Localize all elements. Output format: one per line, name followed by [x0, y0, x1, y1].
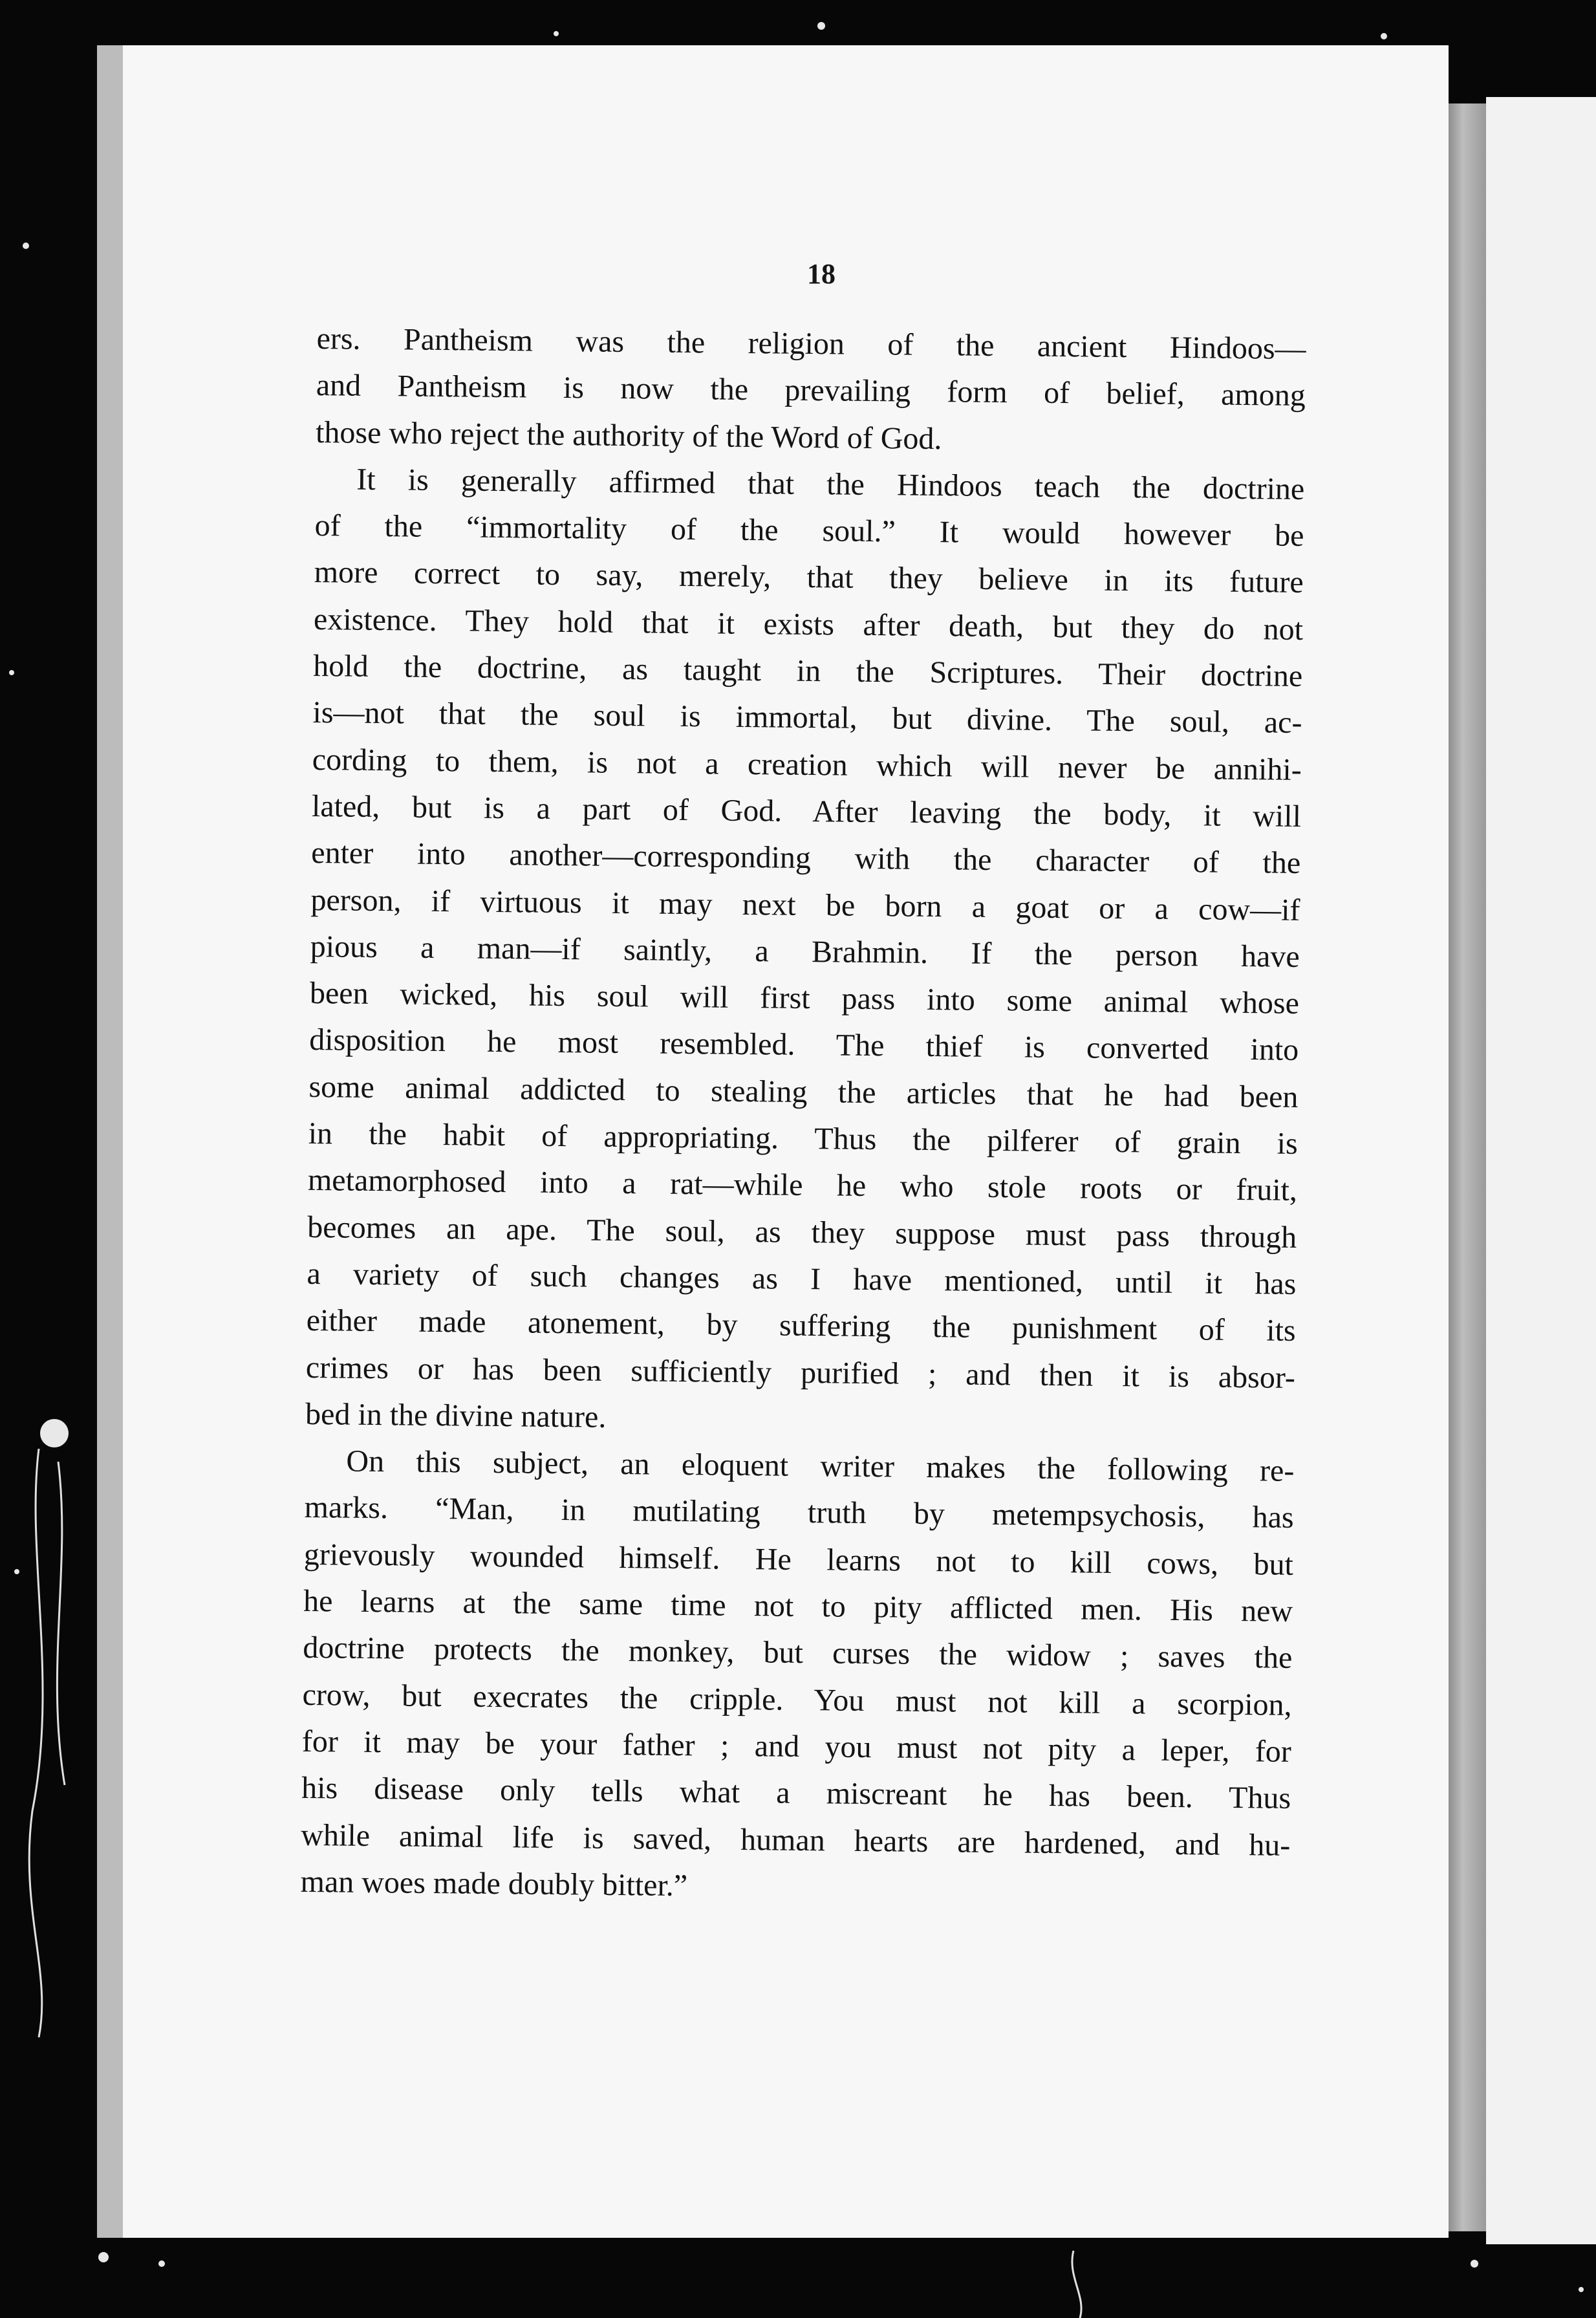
text-line: is—not that the soul is immortal, but divine. The soul, ac-: [312, 695, 1302, 741]
text-line: On this subject, an eloquent writer makes the following re-: [346, 1444, 1295, 1489]
text-line: either made atonement, by suffering the punishment of its: [306, 1303, 1296, 1349]
body-text: [300, 316, 1306, 1916]
page-gutter-shadow: [1447, 103, 1486, 2231]
text-line: crimes or has been sufficiently purified ; and then it is absor-: [305, 1350, 1296, 1395]
text-line: metamorphosed into a rat—while he who stole roots or fruit,: [307, 1163, 1298, 1208]
text-line: man woes made doubly bitter.”: [300, 1864, 688, 1903]
text-line: existence. They hold that it exists after death, but they do not: [313, 601, 1304, 647]
text-line: for it may be your father ; and you must not pity a leper, for: [301, 1724, 1292, 1769]
text-line: been wicked, his soul will first pass into some animal whose: [309, 976, 1300, 1021]
text-line: he learns at the same time not to pity afflicted men. His new: [303, 1583, 1293, 1629]
text-line: some animal addicted to stealing the articles that he had been: [308, 1069, 1299, 1114]
text-line: of the “immortality of the soul.” It would however be: [314, 508, 1304, 554]
text-line: disposition he most resembled. The thief is converted into: [308, 1023, 1299, 1068]
text-line: cording to them, is not a creation which will never be annihi-: [312, 742, 1302, 787]
text-line: It is generally affirmed that the Hindoos teach the doctrine: [356, 462, 1305, 506]
text-line: becomes an ape. The soul, as they suppose must pass through: [307, 1209, 1297, 1255]
facing-page: [1486, 97, 1596, 2244]
text-line: his disease only tells what a miscreant he has been. Thus: [301, 1771, 1291, 1816]
text-line: lated, but is a part of God. After leaving the body, it will: [311, 788, 1302, 834]
text-line: those who reject the authority of the Word of God.: [315, 415, 942, 456]
text-line: grievously wounded himself. He learns not to kill cows, but: [303, 1537, 1294, 1582]
text-line: and Pantheism is now the prevailing form of belief, among: [316, 368, 1306, 413]
text-line: a variety of such changes as I have mentioned, until it has: [307, 1256, 1297, 1301]
text-line: while animal life is saved, human hearts are hardened, and hu-: [301, 1817, 1291, 1863]
text-line: marks. “Man, in mutilating truth by metempsychosis, has: [304, 1490, 1294, 1535]
text-line: crow, but execrates the cripple. You must not kill a scorpion,: [302, 1677, 1292, 1722]
page-number: 18: [807, 258, 836, 290]
text-line: pious a man—if saintly, a Brahmin. If the person have: [310, 929, 1300, 974]
text-line: hold the doctrine, as taught in the Scriptures. Their doctrine: [313, 649, 1303, 694]
text-line: person, if virtuous it may next be born a goat or a cow—if: [310, 882, 1300, 927]
text-line: more correct to say, merely, that they believe in its future: [314, 555, 1304, 600]
text-line: in the habit of appropriating. Thus the pilferer of grain is: [308, 1116, 1298, 1161]
text-line: ers. Pantheism was the religion of the ancient Hindoos—: [316, 321, 1306, 367]
text-line: doctrine protects the monkey, but curses the widow ; saves the: [303, 1630, 1293, 1676]
text-line: enter into another—corresponding with the character of the: [311, 836, 1301, 881]
text-line: bed in the divine nature.: [305, 1396, 607, 1435]
